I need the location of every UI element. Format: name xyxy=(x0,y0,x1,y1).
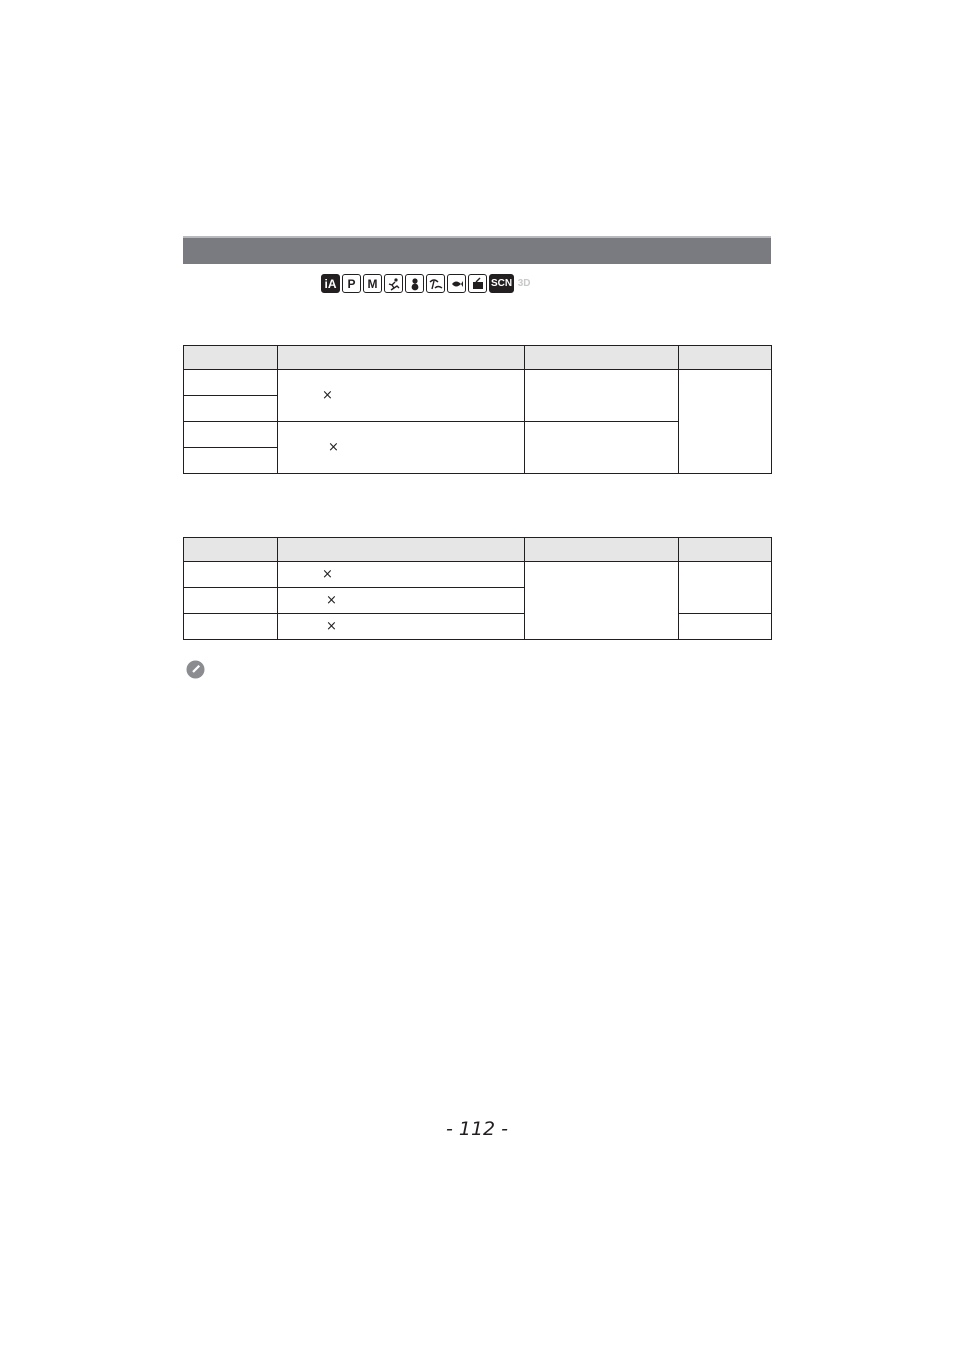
note-pencil-icon xyxy=(186,660,205,679)
spec-table-2 xyxy=(183,537,772,640)
times-symbol: × xyxy=(322,388,333,403)
times-symbol: × xyxy=(322,567,333,582)
table-cell xyxy=(184,370,278,396)
manual-exposure-mode-icon: M xyxy=(363,274,382,293)
table-cell xyxy=(184,448,278,474)
spec-table-1 xyxy=(183,345,772,474)
intelligent-auto-mode-icon: iA xyxy=(321,274,340,293)
beach-mode-icon xyxy=(426,274,445,293)
creative-mode-icon xyxy=(468,274,487,293)
table-row xyxy=(184,370,772,396)
table-cell xyxy=(278,422,525,474)
table-header-row xyxy=(184,538,772,562)
page-number: - 112 - xyxy=(445,1118,509,1140)
scene-mode-icon: SCN xyxy=(489,274,514,293)
table-cell xyxy=(278,588,525,614)
table-cell xyxy=(278,562,525,588)
times-symbol: × xyxy=(326,619,337,634)
table-cell xyxy=(525,422,679,474)
header-cell xyxy=(525,346,679,370)
header-cell xyxy=(184,538,278,562)
table-cell xyxy=(184,562,278,588)
table-cell xyxy=(278,370,525,422)
header-cell xyxy=(679,346,772,370)
header-cell xyxy=(525,538,679,562)
table-cell xyxy=(679,614,772,640)
table-cell xyxy=(184,614,278,640)
header-cell xyxy=(278,538,525,562)
times-symbol: × xyxy=(328,440,339,455)
table-cell xyxy=(525,562,679,640)
table-cell xyxy=(679,562,772,614)
applicable-modes xyxy=(321,274,532,293)
underwater-mode-icon xyxy=(447,274,466,293)
table-cell xyxy=(184,422,278,448)
sports-mode-icon xyxy=(384,274,403,293)
table-row xyxy=(184,614,772,640)
snow-mode-icon xyxy=(405,274,424,293)
table-cell xyxy=(679,370,772,474)
table-cell xyxy=(278,614,525,640)
header-cell xyxy=(278,346,525,370)
table-cell xyxy=(184,588,278,614)
table-cell xyxy=(184,396,278,422)
table-cell xyxy=(525,370,679,422)
table-header-row xyxy=(184,346,772,370)
table-row xyxy=(184,562,772,588)
times-symbol: × xyxy=(326,593,337,608)
header-cell xyxy=(679,538,772,562)
program-ae-mode-icon: P xyxy=(342,274,361,293)
header-cell xyxy=(184,346,278,370)
3d-mode-icon: 3D xyxy=(517,277,531,289)
section-header-bar xyxy=(183,236,771,264)
